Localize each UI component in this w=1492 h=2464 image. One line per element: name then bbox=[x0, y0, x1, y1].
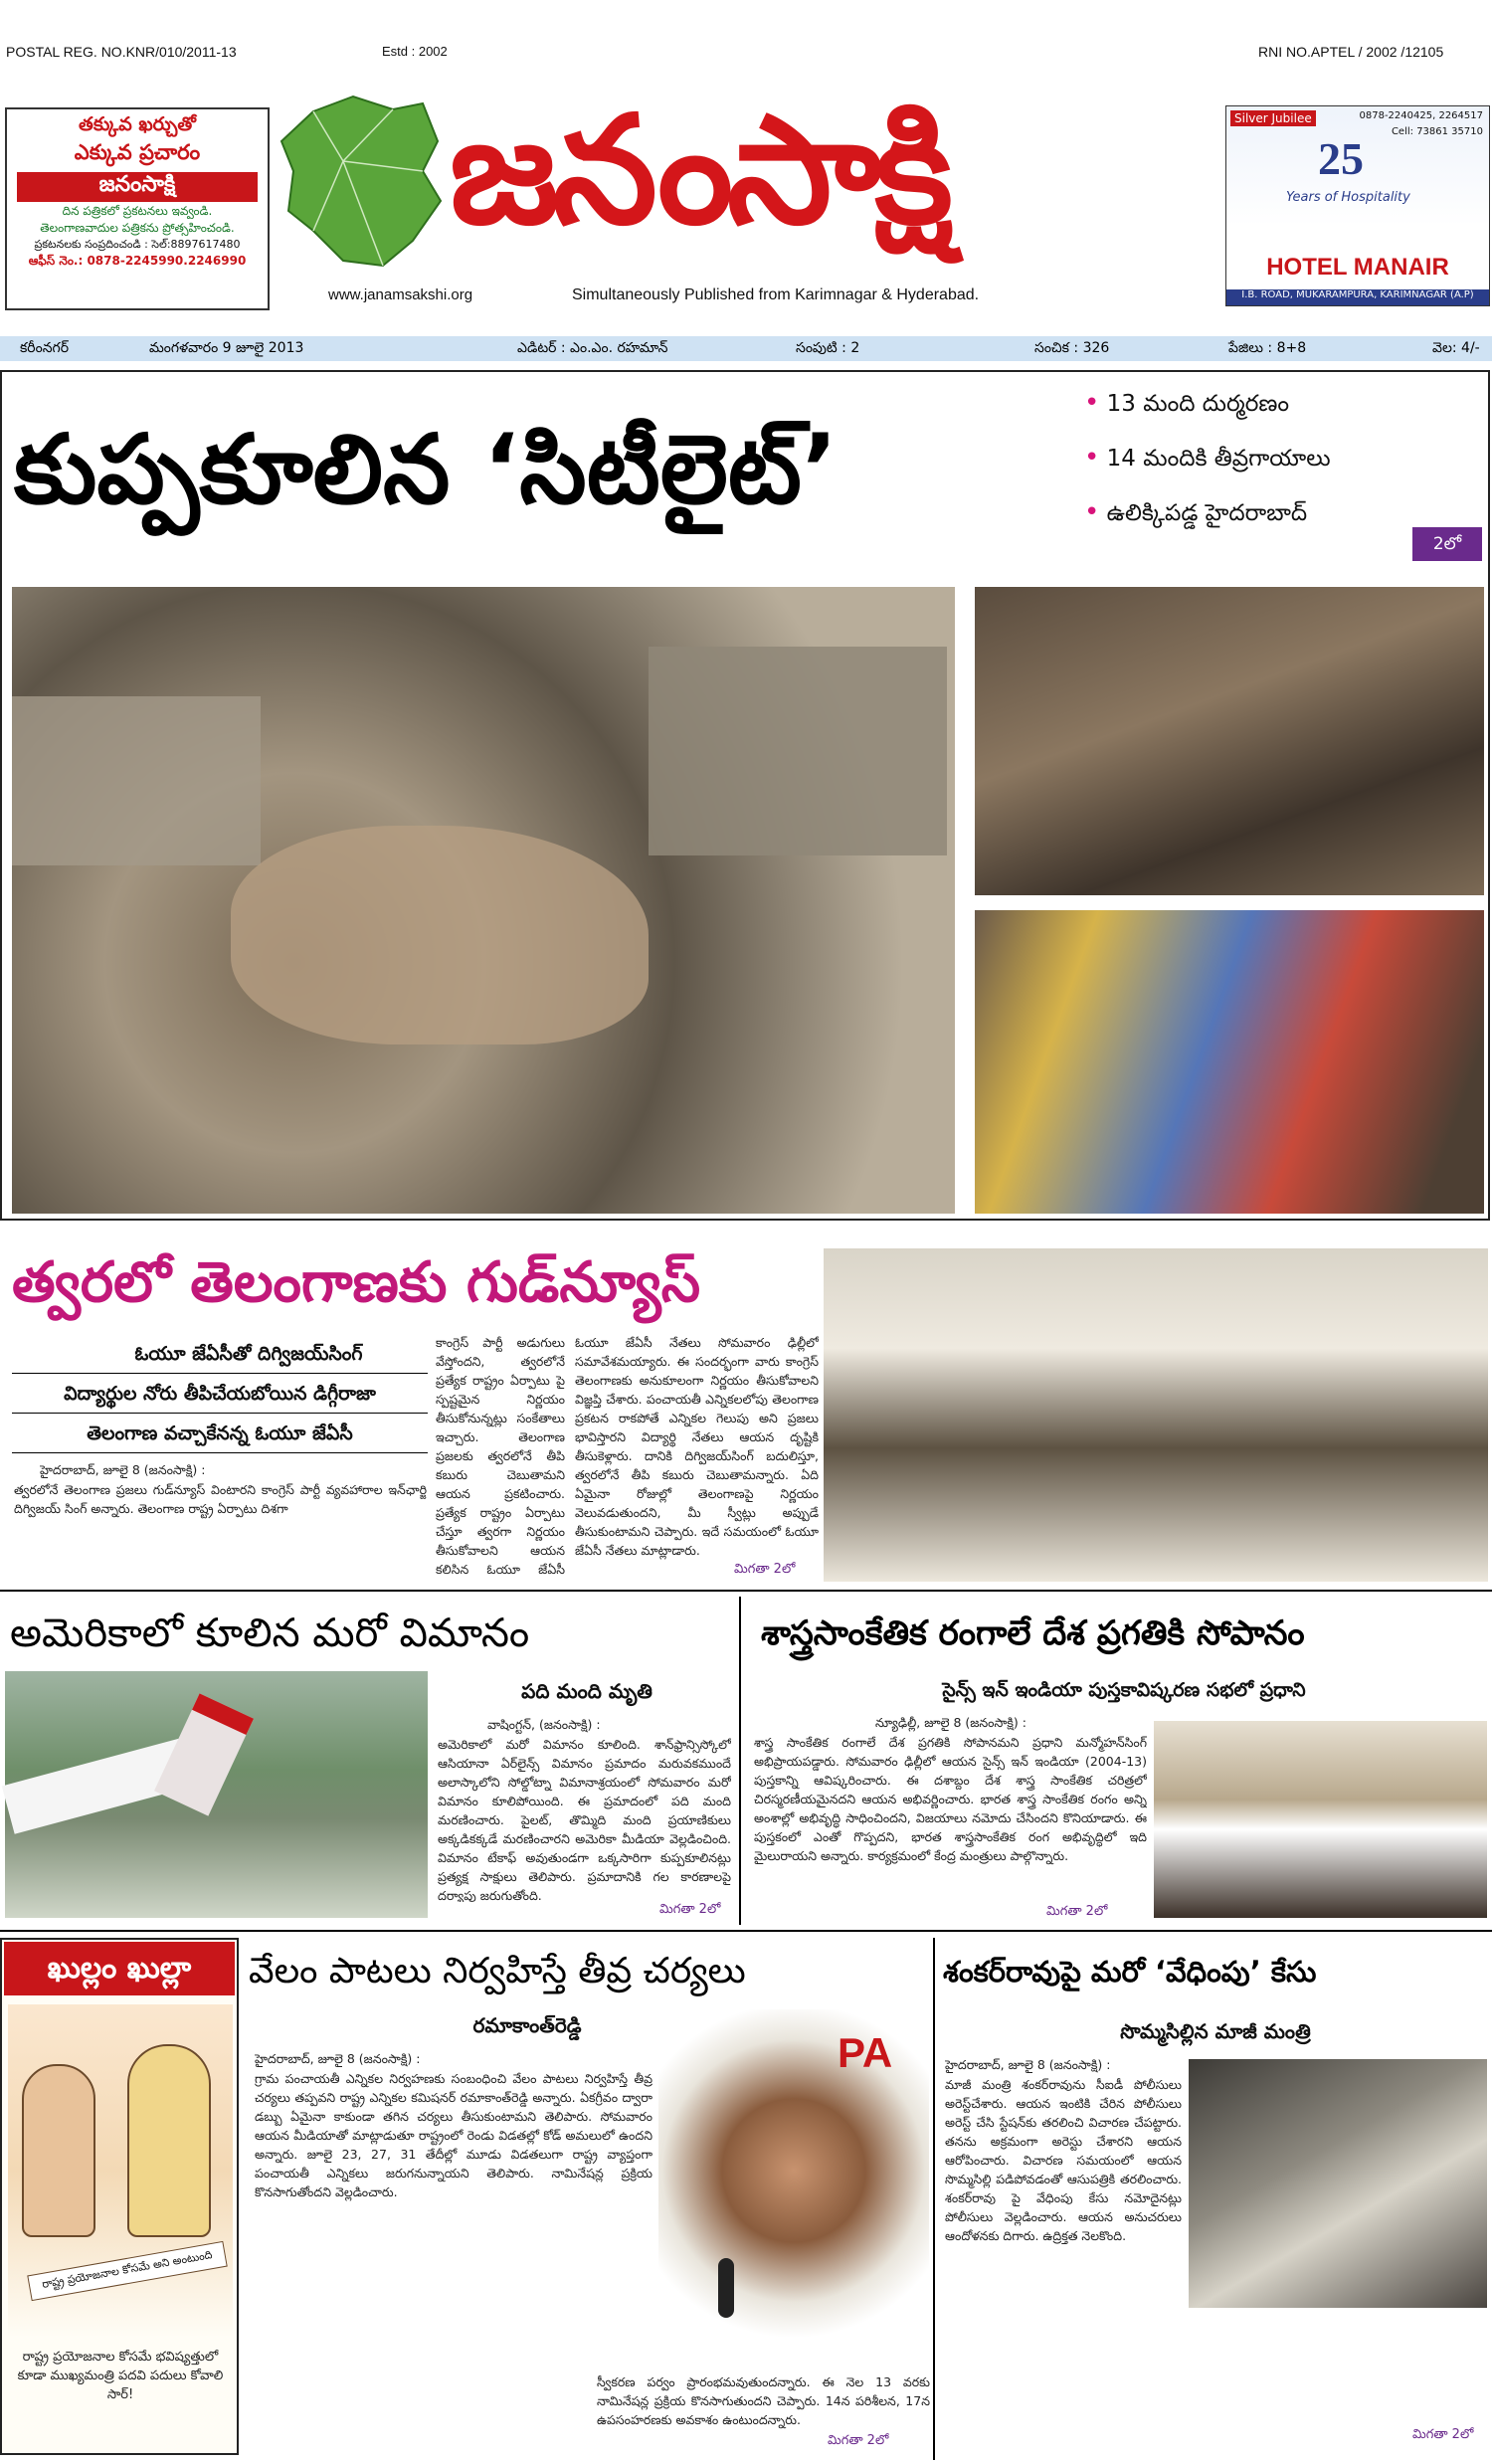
photo-building-right bbox=[649, 647, 947, 855]
cartoon-title: ఖుల్లం ఖుల్లా bbox=[4, 1942, 235, 1995]
divider bbox=[12, 1413, 428, 1414]
story5-headline: వేలం పాటలు నిర్వహిస్తే తీవ్ర చర్యలు bbox=[249, 1951, 746, 1991]
story5-jump[interactable]: మిగతా 2లో bbox=[828, 2433, 889, 2448]
cartoon-figure-right bbox=[127, 2044, 211, 2237]
ad-right-address: I.B. ROAD, MUKARAMPURA, KARIMNAGAR (A.P) bbox=[1226, 289, 1489, 305]
section-divider bbox=[0, 1590, 1492, 1592]
ad-right-cell: Cell: 73861 35710 bbox=[1391, 126, 1483, 137]
shankar-rao-hospital-photo bbox=[1189, 2059, 1487, 2308]
ad-right-jubilee: Silver Jubilee bbox=[1230, 110, 1316, 126]
collapse-site-photo bbox=[12, 587, 955, 1214]
story6-jump[interactable]: మిగతా 2లో bbox=[1412, 2427, 1474, 2442]
grieving-women-photo bbox=[975, 910, 1484, 1214]
info-issue: సంచిక : 326 bbox=[1034, 340, 1110, 356]
cartoon-sign: రాష్ట్ర ప్రయోజనాల కోసమే అని అంటుంది bbox=[27, 2241, 227, 2301]
info-volume: సంపుటి : 2 bbox=[796, 340, 860, 356]
divider bbox=[12, 1452, 428, 1453]
ad-left-phone1: ప్రకటనలకు సంప్రదించండి : సెల్:8897617480 bbox=[34, 238, 241, 251]
story2-col3: ఓయూ జేఏసీ నేతలు సోమవారం ఢిల్లీలో సమావేశమయ్యారు. ఈ సందర్భంగా వారు కాంగ్రెస్ తెలంగాణకు అనుకూలంగా నిర్ణయం తీసుకోవాలని విజ్ఞప్తి చేశారు. పంచాయతీ ఎన్నికలలోపు తెలంగాణ ప్రకటన రాకపోతే ఎన్నికల గెలుపు అని ప్రజలు భావిస్తారని విద్యార్థి నేతలు ఆయన దృష్టికి తీసుకెళ్లారు. దానికి దిగ్విజయ్‌సింగ్ బదులిస్తూ, త్వరలోనే తీపి కబురు చెబుతామన్నారు. ఏది ఏమైనా రోజుల్లో తెలంగాణపై నిర్ణయం వెలువడుతుందని, మీ స్వీట్లు అప్పుడే తీసుకుంటామని చెప్పారు. ఇదే సమయంలో ఓయూ జేఏసీ నేతలు మాట్లాడారు. bbox=[575, 1335, 819, 1558]
story4-sub: సైన్స్ ఇన్ ఇండియా పుస్తకావిష్కరణ సభలో ప్రధాని bbox=[942, 1679, 1306, 1701]
bullet-text: 14 మందికి తీవ్రగాయాలు bbox=[1106, 446, 1331, 472]
info-pages: పేజిలు : 8+8 bbox=[1228, 340, 1307, 356]
column-divider bbox=[933, 1938, 935, 2460]
lead-jump-badge[interactable]: 2లో bbox=[1412, 527, 1482, 561]
story5-dateline: హైదరాబాద్, జూలై 8 (జనంసాక్షి) : bbox=[255, 2051, 421, 2066]
bullet-dot: • bbox=[1084, 443, 1100, 473]
rescue-photo bbox=[975, 587, 1484, 895]
lead-bullets bbox=[1084, 376, 1482, 540]
story4-headline: శాస్త్రసాంకేతిక రంగాలే దేశ ప్రగతికి సోపానం bbox=[761, 1613, 1305, 1653]
ad-right bbox=[1225, 105, 1490, 306]
postal-reg: POSTAL REG. NO.KNR/010/2011-13 bbox=[6, 44, 237, 60]
estd-label: Estd : 2002 bbox=[382, 44, 448, 59]
story2-sub3: తెలంగాణ వచ్చాకేనన్న ఓయూ జేఏసీ bbox=[87, 1422, 353, 1444]
pm-book-release-photo bbox=[1154, 1721, 1487, 1918]
bullet-text: 13 మంది దుర్మరణం bbox=[1106, 391, 1290, 417]
story3-dateline: వాషింగ్టన్, (జనంసాక్షి) : bbox=[487, 1717, 601, 1732]
oujac-meeting-photo bbox=[824, 1248, 1488, 1582]
section-divider bbox=[0, 1930, 1492, 1932]
photo-rubble bbox=[231, 826, 649, 1044]
photo-building-left bbox=[12, 696, 261, 865]
story3-sub: పది మంది మృతి bbox=[521, 1679, 653, 1703]
website-url[interactable]: www.janamsakshi.org bbox=[328, 286, 473, 303]
story6-dateline: హైదరాబాద్, జూలై 8 (జనంసాక్షి) : bbox=[945, 2057, 1111, 2072]
lead-headline: కుప్పకూలిన ‘సిటీలైట్’ bbox=[14, 414, 839, 525]
bullet-dot: • bbox=[1084, 497, 1100, 527]
info-city: కరీంనగర్ bbox=[20, 340, 69, 356]
story2-dateline: హైదరాబాద్, జూలై 8 (జనంసాక్షి) : bbox=[40, 1462, 206, 1477]
story2-sub1: ఓయూ జేఏసీతో దిగ్విజయ్‌సింగ్ bbox=[134, 1343, 363, 1365]
story2-col2: కాంగ్రెస్ పార్టీ అడుగులు వేస్తోందని, త్వరలోనే ప్రత్యేక రాష్ట్రం ఏర్పాటు పై స్పష్టమైన నిర్ణయం తీసుకోనున్నట్లు సంకేతాలు ఇచ్చారు. తెలంగాణ ప్రజలకు త్వరలోనే తీపి కబురు చెబుతామని ఆయన ప్రకటించారు. ప్రత్యేక రాష్ట్రం ఏర్పాటు చేస్తూ త్వరగా నిర్ణయం తీసుకోవాలని ఆయన కలిసిన ఓయూ జేఏసీ bbox=[436, 1335, 565, 1577]
cartoon-figure-left bbox=[22, 2064, 95, 2237]
pa-backdrop-text: PA bbox=[838, 2029, 893, 2076]
story6-body: మాజీ మంత్రి శంకర్‌రావును సీఐడీ పోలీసులు అరెస్ట్‌చేశారు. ఆయన ఇంటికి చేరిన పోలీసులు అరెస్ట్ చేసి స్టేషన్‌కు తరలించి విచారణ చేపట్టారు. తనను అక్రమంగా అరెస్టు చేశారని ఆయన ఆరోపించారు. విచారణ సమయంలో ఆయన సొమ్మసిల్లి పడిపోవడంతో ఆసుపత్రికి తరలించారు. శంకర్‌రావు పై వేధింపు కేసు నమోదైనట్లు పోలీసులు వెల్లడించారు. ఆయన అనుచరులు ఆందోళనకు దిగారు. ఉద్రిక్తత నెలకొంది. bbox=[945, 2077, 1182, 2243]
story2-headline: త్వరలో తెలంగాణకు గుడ్‌న్యూస్ bbox=[12, 1250, 701, 1315]
ramakanth-reddy-photo bbox=[658, 2009, 929, 2368]
story3-body: అమెరికాలో మరో విమానం కూలింది. శాన్‌ఫ్రాన్సిస్కోలో ఆసియానా ఏర్‌లైన్స్ విమానం ప్రమాదం మరువకముందే అలాస్కాలోని సోల్డోట్నా విమానాశ్రయంలో సోమవారం మరో విమానం కూలిపోయింది. ఈ ప్రమాదంలో పది మంది మరణించారు. పైలట్, తొమ్మిది మంది ప్రయాణికులు అక్కడికక్కడే మరణించారని అమెరికా మీడియా వెల్లడించింది. విమానం టేకాఫ్ అవుతుండగా ఒక్కసారిగా కుప్పకూలినట్లు ప్రత్యక్ష సాక్షులు తెలిపారు. ప్రమాదానికి గల కారణాలపై దర్యాప్తు జరుగుతోంది. bbox=[438, 1737, 731, 1902]
column-divider bbox=[739, 1597, 741, 1925]
info-price: వెల: 4/- bbox=[1432, 340, 1480, 356]
publication-note: Simultaneously Published from Karimnagar & Hyderabad. bbox=[572, 286, 980, 303]
cartoon-drawing bbox=[8, 2004, 233, 2338]
story5-body: గ్రామ పంచాయతీ ఎన్నికల నిర్వహణకు సంబంధించి వేలం పాటలు నిర్వహిస్తే తీవ్ర చర్యలు తప్పవని రాష్ట్ర ఎన్నికల కమిషనర్ రమాకాంత్‌రెడ్డి అన్నారు. ఏకగ్రీవం ద్వారా డబ్బు ఏమైనా కాకుండా తగిన చర్యలు తీసుకుంటామని తెలిపారు. సోమవారం ఆయన మీడియాతో మాట్లాడుతూ రాష్ట్రంలో రెండు విడతల్లో కోడ్ అమలులో ఉందని అన్నారు. జూలై 23, 27, 31 తేదీల్లో మూడు విడతలుగా రాష్ట్ర వ్యాప్తంగా పంచాయతీ ఎన్నికలు జరుగనున్నాయని తెలిపారు. నామినేషన్ల ప్రక్రియ కొనసాగుతోందని వెల్లడించారు. bbox=[255, 2071, 653, 2199]
plane-crash-photo bbox=[5, 1671, 428, 1918]
bullet-item bbox=[1084, 376, 1482, 431]
story3-jump[interactable]: మిగతా 2లో bbox=[659, 1902, 721, 1917]
info-date: మంగళవారం 9 జూలై 2013 bbox=[149, 340, 304, 356]
story5-sub: రమాకాంత్‌రెడ్డి bbox=[472, 2013, 582, 2037]
ad-right-phones: 0878-2240425, 2264517 bbox=[1359, 110, 1483, 121]
story4-dateline: న్యూఢిల్లీ, జూలై 8 (జనంసాక్షి) : bbox=[875, 1715, 1026, 1730]
ad-left-line4: తెలంగాణవాదుల పత్రికను ప్రోత్సహించండి. bbox=[40, 221, 235, 235]
story6-headline: శంకర్‌రావుపై మరో ‘వేధింపు’ కేసు bbox=[943, 1955, 1317, 1989]
story6-sub: సొమ్మసిల్లిన మాజీ మంత్రి bbox=[1120, 2019, 1311, 2043]
bullet-dot: • bbox=[1084, 388, 1100, 418]
story2-sub2: విద్యార్థుల నోరు తీపిచేయబోయిన డిగ్గీరాజా bbox=[64, 1383, 376, 1405]
story2-col1: త్వరలోనే తెలంగాణ ప్రజలు గుడ్‌న్యూస్ వింటారని కాంగ్రెస్ పార్టీ వ్యవహారాల ఇన్‌ఛార్జి దిగ్విజయ్‌ సింగ్ అన్నారు. తెలంగాణ రాష్ట్ర ఏర్పాటు దిశగా bbox=[14, 1482, 427, 1516]
mic-icon bbox=[718, 2258, 734, 2318]
story2-jump[interactable]: మిగతా 2లో bbox=[734, 1562, 796, 1577]
info-editor: ఎడిటర్ : ఎం.ఎం. రహమాన్ bbox=[517, 340, 668, 356]
ad-left-line3: దిన పత్రికలో ప్రకటనలు ఇవ్వండి. bbox=[62, 204, 213, 218]
story5-caption: స్వీకరణ పర్వం ప్రారంభమవుతుందన్నారు. ఈ నెల 13 వరకు నామినేషన్ల ప్రక్రియ కొనసాగుతుందని చెప్పారు. 14న పరిశీలన, 17న ఉపసంహరణకు అవకాశం ఉంటుందన్నారు. bbox=[597, 2374, 930, 2427]
ad-left bbox=[5, 107, 270, 310]
story4-jump[interactable]: మిగతా 2లో bbox=[1046, 1904, 1108, 1919]
story3-headline: అమెరికాలో కూలిన మరో విమానం bbox=[10, 1611, 530, 1656]
rni-number: RNI NO.APTEL / 2002 /12105 bbox=[1258, 44, 1444, 60]
ad-left-brand: జనంసాక్షి bbox=[17, 172, 258, 202]
ad-left-line1: తక్కువ ఖర్చుతో bbox=[79, 113, 196, 135]
ad-right-hotel: HOTEL MANAIR bbox=[1266, 254, 1449, 281]
ad-left-phone2: ఆఫీస్ నెం.: 0878-2245990.2246990 bbox=[28, 254, 247, 268]
ad-left-line2: ఎక్కువ ప్రచారం bbox=[74, 140, 201, 164]
telangana-map-icon bbox=[274, 92, 448, 281]
bullet-item bbox=[1084, 431, 1482, 485]
bullet-text: ఉలిక్కిపడ్డ హైదరాబాద్ bbox=[1106, 500, 1308, 526]
story4-body: శాస్త్ర సాంకేతిక రంగాలే దేశ ప్రగతికి సోపానమని ప్రధాని మన్మోహన్‌సింగ్ అభిప్రాయపడ్డారు. సోమవారం ఢిల్లీలో ఆయన సైన్స్ ఇన్ ఇండియా (2004-13) పుస్తకాన్ని ఆవిష్కరించారు. ఈ దశాబ్దం దేశ శాస్త్ర సాంకేతిక చరిత్రలో చిరస్మరణీయమైనదని ఆయన అభివర్ణించారు. భారత శాస్త్ర సాంకేతిక రంగం అన్ని అంశాల్లో అభివృద్ధి సాధించిందని, విజయాలు నమోదు చేసిందని కొనియాడారు. ఈ పుస్తకంలో ఎంతో గొప్పదని, భారత శాస్త్రసాంకేతిక రంగ అభివృద్ధిలో ఇది మైలురాయని అన్నారు. కార్యక్రమంలో కేంద్ర మంత్రులు పాల్గొన్నారు. bbox=[754, 1735, 1147, 1863]
ad-right-years: 25 bbox=[1318, 133, 1364, 184]
cartoon-caption: రాష్ట్ర ప్రయోజనాల కోసమే భవిష్యత్తులో కూడా ముఖ్యమంత్రి పదవి పదులు కోవాలి సార్! bbox=[17, 2350, 224, 2402]
newspaper-title: జనంసాక్షి bbox=[450, 85, 947, 258]
divider bbox=[12, 1373, 428, 1374]
info-bar bbox=[0, 336, 1492, 361]
ad-right-years-text: Years of Hospitality bbox=[1286, 190, 1410, 205]
